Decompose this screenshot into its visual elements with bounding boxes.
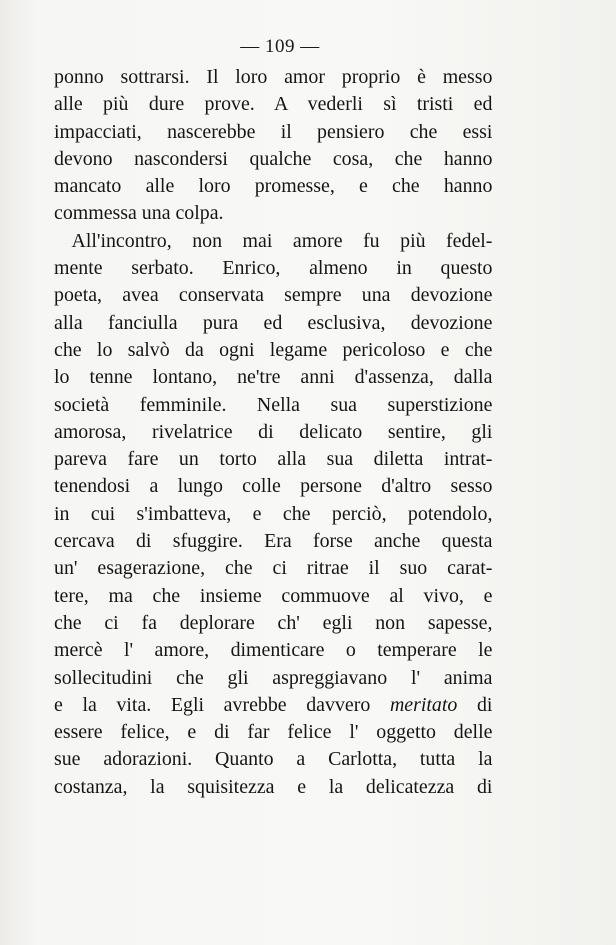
- text-line: in cui s'imbatteva, e che perciò, potendolo,: [54, 502, 493, 525]
- text-line: essere felice, e di far felice l' oggetto delle: [54, 721, 493, 744]
- text-segment: e la vita. Egli avrebbe davvero: [54, 693, 390, 716]
- text-line: un' esagerazione, che ci ritrae il suo carat-: [54, 557, 493, 580]
- text-line: devono nascondersi qualche cosa, che hanno: [54, 147, 493, 170]
- text-line: società femminile. Nella sua superstizione: [54, 393, 493, 416]
- text-line: tenendosi a lungo colle persone d'altro sesso: [54, 475, 493, 498]
- text-line: pareva fare un torto alla sua diletta intrat-: [54, 448, 493, 471]
- text-line: mente serbato. Enrico, almeno in questo: [54, 257, 493, 280]
- text-line: mercè l' amore, dimenticare o temperare le: [54, 639, 493, 662]
- text-line: alle più dure prove. A vederli sì tristi ed: [54, 93, 493, 116]
- text-line: All'incontro, non mai amore fu più fedel-: [71, 229, 493, 252]
- text-line: amorosa, rivelatrice di delicato sentire, gli: [54, 420, 493, 443]
- text-line: mancato alle loro promesse, e che hanno: [54, 175, 493, 198]
- text-line: alla fanciulla pura ed esclusiva, devozione: [54, 311, 493, 334]
- text-line: tere, ma che insieme commuove al vivo, e: [54, 584, 493, 607]
- italic-word: meritato: [389, 693, 458, 716]
- text-line: impacciati, nascerebbe il pensiero che essi: [54, 120, 493, 143]
- text-line: lo tenne lontano, ne'tre anni d'assenza, dalla: [54, 366, 493, 389]
- text-line: sollecitudini che gli aspreggiavano l' anima: [54, 666, 493, 689]
- text-line: costanza, la squisitezza e la delicatezza di: [54, 775, 493, 798]
- text-line: cercava di sfuggire. Era forse anche questa: [54, 530, 493, 553]
- text-line: ponno sottrarsi. Il loro amor proprio è messo: [54, 66, 493, 88]
- text-segment: di: [457, 693, 493, 716]
- text-line: commessa una colpa.: [54, 202, 224, 225]
- text-line: poeta, avea conservata sempre una devozione: [54, 284, 493, 307]
- text-line: sue adorazioni. Quanto a Carlotta, tutta la: [54, 748, 493, 771]
- text-line-with-italic: [54, 692, 492, 719]
- text-line: che lo salvò da ogni legame pericoloso e che: [54, 338, 493, 361]
- page-number: — 109 —: [240, 36, 320, 57]
- body-text: [54, 64, 506, 801]
- text-line: che ci fa deplorare ch' egli non sapesse,: [54, 611, 493, 634]
